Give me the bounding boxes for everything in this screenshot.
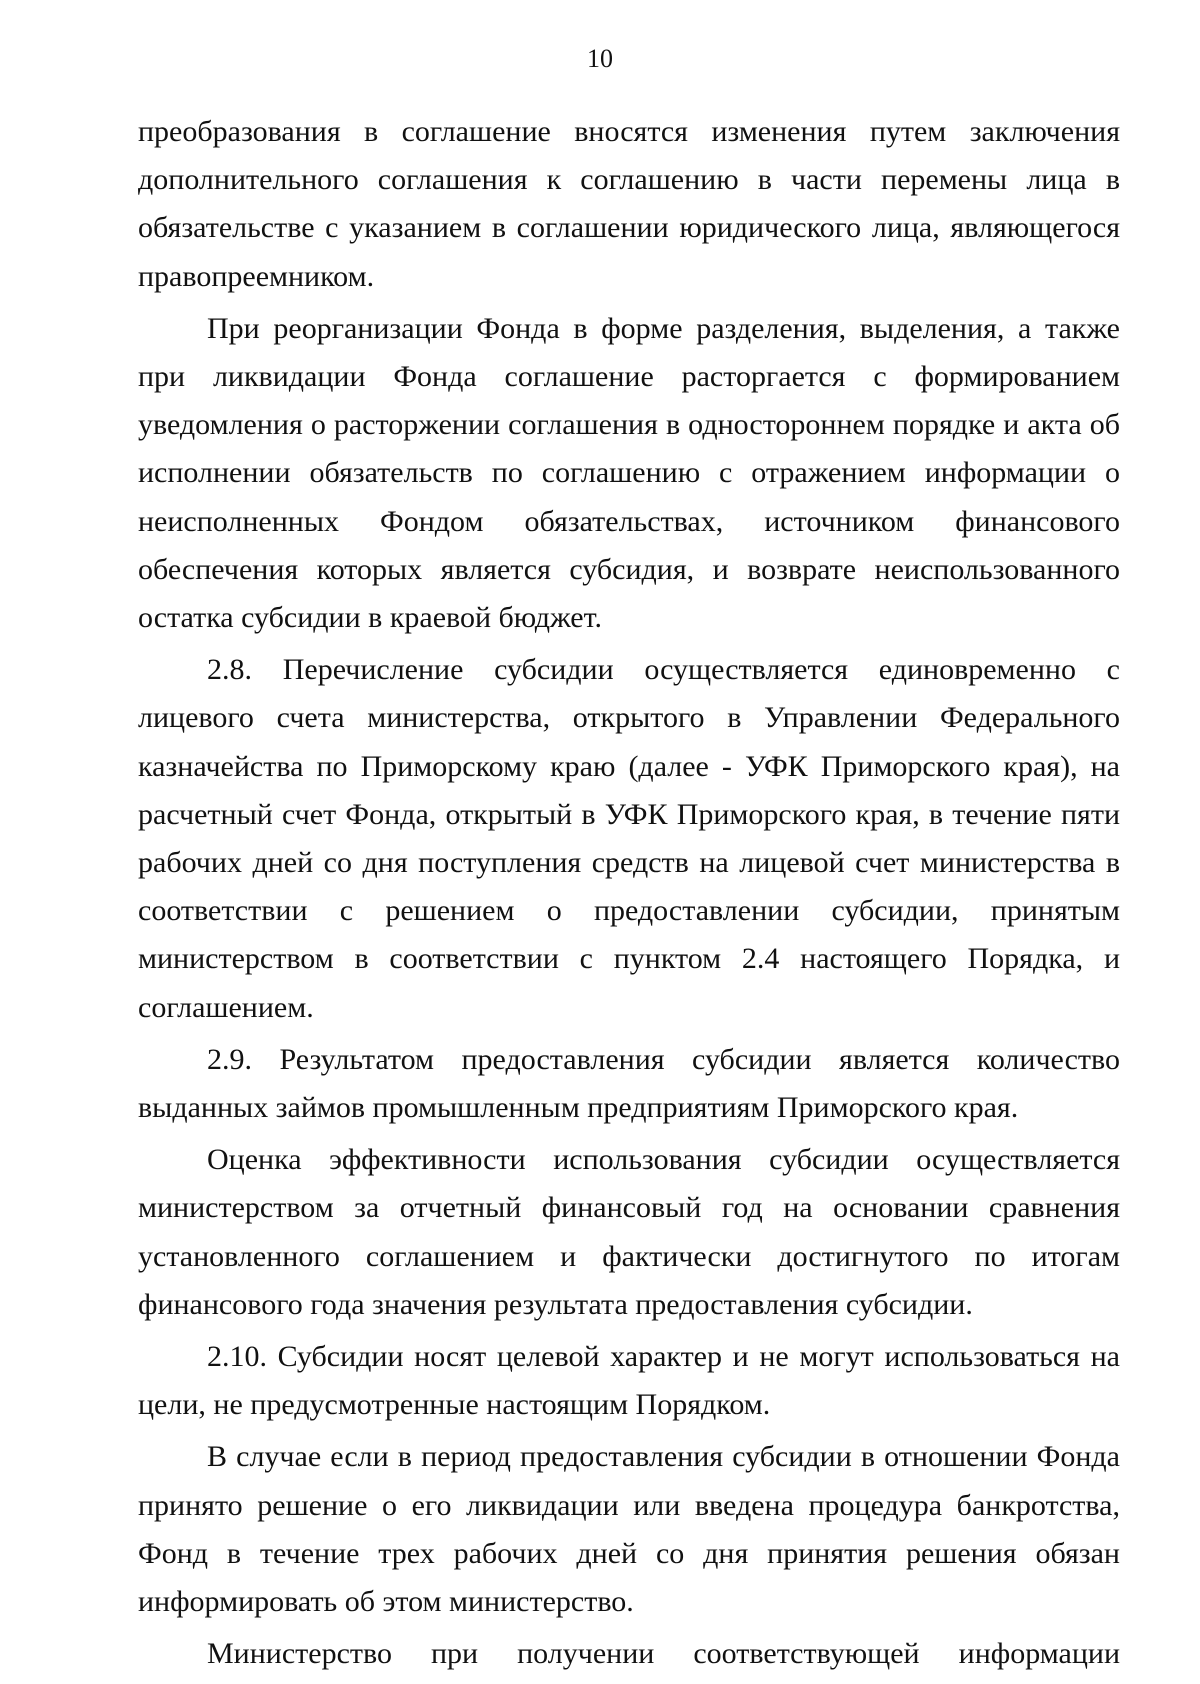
paragraph-reorganization: При реорганизации Фонда в форме разделения, выделения, а также при ликвидации Фонда соглашение расторгается с формированием уведомления о расторжении соглашения в одностороннем порядке и акта об исполнении обязательств по соглашению с отражением информации о неисполненных Фондом обязательствах, источником финансового обеспечения которых является субсидия, и возврате неиспользованного остатка субсидии в краевой бюджет. (138, 311, 1120, 635)
paragraph-continuation: преобразования в соглашение вносятся изменения путем заключения дополнительного соглашения к соглашению в части перемены лица в обязательстве с указанием в соглашении юридического лица, являющегося правопреемником. (138, 115, 1120, 293)
paragraph-ministry: Министерство при получении соответствующей информации (207, 1637, 1120, 1671)
paragraph-liquidation: В случае если в период предоставления субсидии в отношении Фонда принято решение о его ликвидации или введена процедура банкротства, Фонд в течение трех рабочих дней со дня принятия решения обязан информировать об этом министерство. (138, 1440, 1120, 1619)
page-number: 10 (587, 44, 613, 73)
paragraph-2-9: 2.9. Результатом предоставления субсидии является количество выданных займов промышленным предприятиям Приморского края. (138, 1042, 1120, 1125)
paragraph-2-8: 2.8. Перечисление субсидии осуществляется единовременно с лицевого счета министерства, открытого в Управлении Федерального казначейства по Приморскому краю (далее - УФК Приморского края), на расчетный счет Фонда, открытый в УФК Приморского края, в течение пяти рабочих дней со дня поступления средств на лицевой счет министерства в соответствии с решением о предоставлении субсидии, принятым министерством в соответствии с пунктом 2.4 настоящего Порядка, и соглашением. (138, 653, 1120, 1024)
paragraph-2-10: 2.10. Субсидии носят целевой характер и не могут использоваться на цели, не предусмотренные настоящим Порядком. (138, 1340, 1120, 1422)
document-body (138, 108, 1120, 1683)
paragraph-efficiency: Оценка эффективности использования субсидии осуществляется министерством за отчетный финансовый год на основании сравнения установленного соглашением и фактически достигнутого по итогам финансового года значения результата предоставления субсидии. (138, 1143, 1120, 1321)
